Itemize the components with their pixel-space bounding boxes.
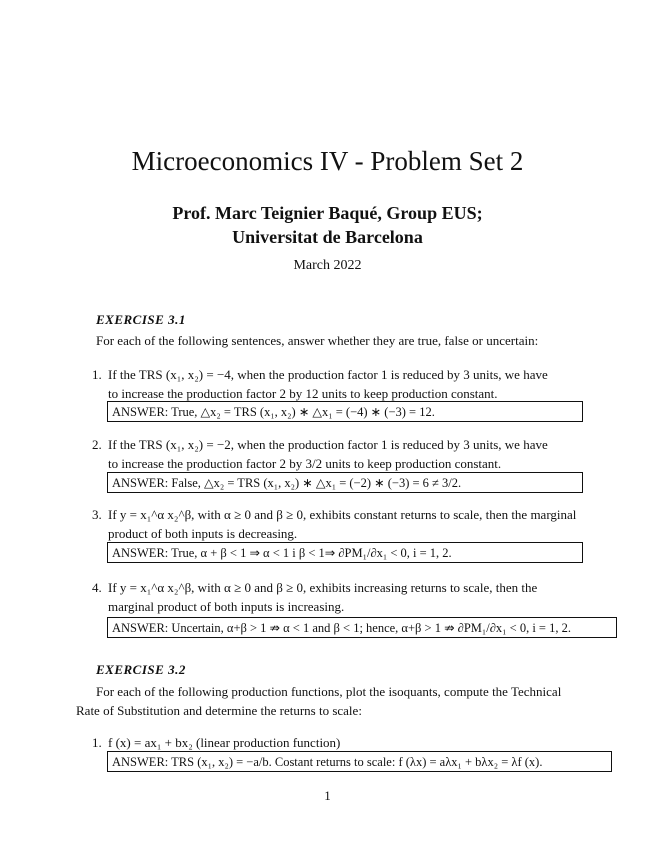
document-date: March 2022 xyxy=(293,258,362,273)
item-text-line: If the TRS (x₁, x₂) = −4, when the production factor 1 is reduced by 3 units, we have xyxy=(108,367,548,382)
item-number: 1. xyxy=(92,735,102,750)
exercise-3-1-heading: EXERCISE 3.1 xyxy=(96,312,186,327)
item-text-line: If y = x₁^α x₂^β, with α ≥ 0 and β ≥ 0, exhibits constant returns to scale, then the marginal xyxy=(108,507,577,522)
item-number: 4. xyxy=(92,580,102,595)
intro-line: For each of the following production functions, plot the isoquants, compute the Technical xyxy=(96,684,562,699)
exercise-3-1-intro: For each of the following sentences, answer whether they are true, false or uncertain: xyxy=(96,333,539,348)
author-affiliation: Universitat de Barcelona xyxy=(232,227,423,247)
intro-line: Rate of Substitution and determine the returns to scale: xyxy=(76,703,362,718)
item-text-line: If the TRS (x₁, x₂) = −2, when the production factor 1 is reduced by 3 units, we have xyxy=(108,437,548,452)
item-text-line: marginal product of both inputs is increasing. xyxy=(108,599,345,614)
item-text-line: to increase the production factor 2 by 12 units to keep production constant. xyxy=(108,386,498,401)
item-text xyxy=(108,733,586,752)
item-text xyxy=(108,578,586,616)
page-title: Microeconomics IV - Problem Set 2 xyxy=(131,146,524,176)
item-text xyxy=(108,365,586,403)
answer-box: ANSWER: True, △x₂ = TRS (x₁, x₂) ∗ △x₁ = (−4) ∗ (−3) = 12. xyxy=(107,401,583,422)
page-number: 1 xyxy=(324,788,331,803)
item-text xyxy=(108,435,586,473)
item-number: 2. xyxy=(92,437,102,452)
item-number: 1. xyxy=(92,367,102,382)
exercise-3-2-heading: EXERCISE 3.2 xyxy=(96,662,186,677)
item-text-line: product of both inputs is decreasing. xyxy=(108,526,298,541)
answer-box: ANSWER: TRS (x₁, x₂) = −a/b. Costant returns to scale: f (λx) = aλx₁ + bλx₂ = λf (x). xyxy=(107,751,612,772)
item-text-line: to increase the production factor 2 by 3/2 units to keep production constant. xyxy=(108,456,502,471)
item-text xyxy=(108,505,586,543)
item-number: 3. xyxy=(92,507,102,522)
answer-box: ANSWER: False, △x₂ = TRS (x₁, x₂) ∗ △x₁ = (−2) ∗ (−3) = 6 ≠ 3/2. xyxy=(107,472,583,493)
item-text-line: If y = x₁^α x₂^β, with α ≥ 0 and β ≥ 0, exhibits increasing returns to scale, then the xyxy=(108,580,538,595)
author-name: Prof. Marc Teignier Baqué, Group EUS; xyxy=(172,203,483,223)
author-block xyxy=(0,201,655,249)
answer-box: ANSWER: True, α + β < 1 ⇒ α < 1 i β < 1⇒ ∂PM₁/∂x₁ < 0, i = 1, 2. xyxy=(107,542,583,563)
item-text-line: f (x) = ax₁ + bx₂ (linear production function) xyxy=(108,735,341,750)
answer-box: ANSWER: Uncertain, α+β > 1 ⇏ α < 1 and β < 1; hence, α+β > 1 ⇏ ∂PM₁/∂x₁ < 0, i = 1, 2. xyxy=(107,617,617,638)
exercise-3-2-intro xyxy=(76,682,596,720)
